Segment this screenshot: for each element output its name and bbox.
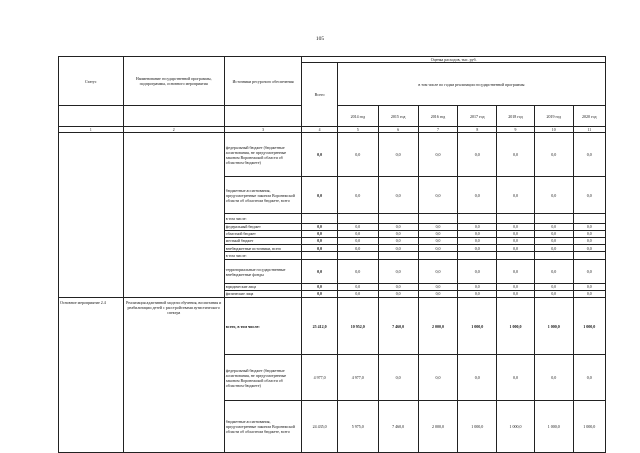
value-cell: 0,0 — [302, 177, 338, 214]
column-number: 5 — [337, 127, 378, 133]
name-cell — [123, 133, 224, 298]
value-cell: 0,0 — [378, 133, 418, 177]
value-cell: 0,0 — [418, 238, 458, 245]
value-cell: 0,0 — [534, 284, 573, 291]
value-cell — [497, 214, 535, 224]
value-cell: 0,0 — [418, 177, 458, 214]
value-cell: 0,0 — [458, 245, 497, 252]
column-number: 2 — [123, 127, 224, 133]
value-cell: 0,0 — [302, 291, 338, 298]
value-cell: 2 000,0 — [418, 298, 458, 355]
value-cell: 0,0 — [337, 231, 378, 238]
value-cell: 0,0 — [378, 224, 418, 231]
value-cell: 1 000,0 — [534, 298, 573, 355]
value-cell: 0,0 — [458, 133, 497, 177]
by-years-header: в том числе по годам реализации государственной программы — [337, 63, 605, 106]
value-cell: 0,0 — [302, 133, 338, 177]
source-cell: федеральный бюджет — [224, 224, 302, 231]
value-cell — [378, 252, 418, 260]
source-cell: областной бюджет — [224, 231, 302, 238]
column-number: 11 — [573, 127, 605, 133]
value-cell — [534, 252, 573, 260]
value-cell: 0,0 — [534, 260, 573, 284]
value-cell: 0,0 — [418, 224, 458, 231]
page-number: 105 — [315, 36, 325, 42]
value-cell: 0,0 — [302, 260, 338, 284]
value-cell: 10 952,0 — [337, 298, 378, 355]
value-cell: 0,0 — [458, 238, 497, 245]
value-cell: 0,0 — [378, 231, 418, 238]
value-cell: 0,0 — [337, 224, 378, 231]
value-cell: 0,0 — [418, 260, 458, 284]
activity-name: Реализация адаптивной модели обучения, воспитания и реабилитации детей с расстройствами аутистического спектра — [123, 298, 224, 453]
value-cell: 0,0 — [302, 224, 338, 231]
source-cell: в том числе: — [224, 252, 302, 260]
value-cell: 0,0 — [573, 245, 605, 252]
value-cell: 0,0 — [458, 231, 497, 238]
value-cell: 0,0 — [534, 355, 573, 401]
source-cell: федеральный бюджет (бюджетные ассигнования, не предусмотренные законом Воронежской области об областном бюджете) — [224, 133, 302, 177]
estimate-header: Оценка расходов, тыс. руб. — [302, 57, 606, 63]
value-cell — [302, 214, 338, 224]
value-cell: 0,0 — [497, 224, 535, 231]
value-cell: 1 000,0 — [573, 401, 605, 453]
value-cell: 0,0 — [573, 177, 605, 214]
status-header: Статус — [59, 57, 124, 106]
value-cell: 0,0 — [497, 133, 535, 177]
source-cell: федеральный бюджет (бюджетные ассигнования, не предусмотренные законом Воронежской области об областном бюджете) — [224, 355, 302, 401]
value-cell: 0,0 — [497, 231, 535, 238]
value-cell: 0,0 — [458, 291, 497, 298]
value-cell: 1 000,0 — [458, 401, 497, 453]
value-cell: 1 000,0 — [497, 298, 535, 355]
source-cell: местный бюджет — [224, 238, 302, 245]
value-cell: 0,0 — [458, 177, 497, 214]
value-cell: 0,0 — [337, 177, 378, 214]
status-cell — [59, 133, 124, 298]
value-cell: 0,0 — [378, 238, 418, 245]
value-cell: 0,0 — [337, 133, 378, 177]
value-cell — [337, 252, 378, 260]
year-header: 2018 год — [497, 106, 535, 127]
value-cell: 0,0 — [337, 284, 378, 291]
value-cell: 0,0 — [573, 260, 605, 284]
value-cell: 0,0 — [573, 231, 605, 238]
value-cell: 0,0 — [497, 238, 535, 245]
year-header: 2017 год — [458, 106, 497, 127]
value-cell: 0,0 — [378, 291, 418, 298]
value-cell: 0,0 — [378, 245, 418, 252]
value-cell: 25 412,0 — [302, 298, 338, 355]
value-cell: 0,0 — [378, 260, 418, 284]
year-header: 2014 год — [337, 106, 378, 127]
source-cell: юридические лица — [224, 284, 302, 291]
activity-status: Основное мероприятие 2.4 — [59, 298, 124, 453]
value-cell: 0,0 — [497, 177, 535, 214]
value-cell: 7 460,0 — [378, 298, 418, 355]
total-header: Всего — [302, 63, 338, 127]
budget-table — [58, 56, 606, 453]
value-cell: 0,0 — [458, 224, 497, 231]
source-header: Источники ресурсного обеспечения — [224, 57, 302, 106]
value-cell: 0,0 — [497, 245, 535, 252]
value-cell: 0,0 — [534, 224, 573, 231]
value-cell: 0,0 — [573, 133, 605, 177]
value-cell: 0,0 — [497, 260, 535, 284]
value-cell: 0,0 — [534, 238, 573, 245]
value-cell: 4 977,0 — [302, 355, 338, 401]
value-cell: 0,0 — [458, 355, 497, 401]
column-number: 3 — [224, 127, 302, 133]
value-cell: 0,0 — [573, 355, 605, 401]
table-row — [59, 133, 606, 177]
value-cell: 0,0 — [302, 231, 338, 238]
value-cell: 0,0 — [337, 245, 378, 252]
value-cell — [573, 214, 605, 224]
value-cell — [418, 252, 458, 260]
year-header: 2020 год — [573, 106, 605, 127]
value-cell — [418, 214, 458, 224]
value-cell — [573, 252, 605, 260]
source-cell: бюджетные ассигнования, предусмотренные законом Воронежской области об областном бюджете, всего — [224, 401, 302, 453]
column-number: 8 — [458, 127, 497, 133]
activity-row — [59, 298, 606, 355]
value-cell: 0,0 — [418, 284, 458, 291]
value-cell: 1 000,0 — [534, 401, 573, 453]
value-cell: 0,0 — [458, 284, 497, 291]
value-cell: 0,0 — [302, 238, 338, 245]
value-cell: 0,0 — [497, 291, 535, 298]
column-number: 10 — [534, 127, 573, 133]
value-cell: 0,0 — [497, 284, 535, 291]
value-cell: 1 000,0 — [458, 298, 497, 355]
value-cell: 0,0 — [418, 231, 458, 238]
value-cell: 0,0 — [573, 224, 605, 231]
value-cell: 0,0 — [337, 238, 378, 245]
value-cell: 0,0 — [418, 355, 458, 401]
name-header: Наименование государственной программы, подпрограммы, основного мероприятия — [123, 57, 224, 106]
value-cell: 0,0 — [458, 260, 497, 284]
year-header: 2019 год — [534, 106, 573, 127]
value-cell: 4 977,0 — [337, 355, 378, 401]
column-number: 7 — [418, 127, 458, 133]
value-cell: 0,0 — [497, 355, 535, 401]
value-cell — [302, 252, 338, 260]
value-cell — [534, 214, 573, 224]
column-number: 1 — [59, 127, 124, 133]
value-cell: 0,0 — [418, 291, 458, 298]
value-cell — [458, 252, 497, 260]
value-cell: 0,0 — [573, 238, 605, 245]
source-cell: всего, в том числе: — [224, 298, 302, 355]
value-cell: 0,0 — [302, 284, 338, 291]
value-cell — [497, 252, 535, 260]
value-cell: 0,0 — [337, 291, 378, 298]
value-cell — [458, 214, 497, 224]
column-number: 4 — [302, 127, 338, 133]
value-cell: 0,0 — [534, 231, 573, 238]
value-cell: 0,0 — [534, 291, 573, 298]
value-cell: 0,0 — [534, 245, 573, 252]
source-cell: бюджетные ассигнования, предусмотренные законом Воронежской области об областном бюджете, всего — [224, 177, 302, 214]
value-cell: 0,0 — [378, 177, 418, 214]
value-cell: 1 000,0 — [497, 401, 535, 453]
column-number: 9 — [497, 127, 535, 133]
value-cell: 2 000,0 — [418, 401, 458, 453]
value-cell: 7 460,0 — [378, 401, 418, 453]
value-cell: 0,0 — [418, 133, 458, 177]
value-cell — [378, 214, 418, 224]
column-number: 6 — [378, 127, 418, 133]
value-cell: 0,0 — [573, 291, 605, 298]
value-cell: 0,0 — [534, 133, 573, 177]
value-cell: 0,0 — [418, 245, 458, 252]
value-cell: 0,0 — [378, 355, 418, 401]
value-cell: 0,0 — [337, 260, 378, 284]
source-cell: внебюджетные источники, всего — [224, 245, 302, 252]
value-cell: 0,0 — [573, 284, 605, 291]
year-header: 2016 год — [418, 106, 458, 127]
value-cell: 5 975,0 — [337, 401, 378, 453]
value-cell: 24 435,0 — [302, 401, 338, 453]
value-cell: 0,0 — [534, 177, 573, 214]
year-header: 2015 год — [378, 106, 418, 127]
value-cell: 0,0 — [378, 284, 418, 291]
source-cell: физические лица — [224, 291, 302, 298]
source-cell: территориальные государственные внебюджетные фонды — [224, 260, 302, 284]
source-cell: в том числе: — [224, 214, 302, 224]
value-cell — [337, 214, 378, 224]
value-cell: 1 000,0 — [573, 298, 605, 355]
value-cell: 0,0 — [302, 245, 338, 252]
